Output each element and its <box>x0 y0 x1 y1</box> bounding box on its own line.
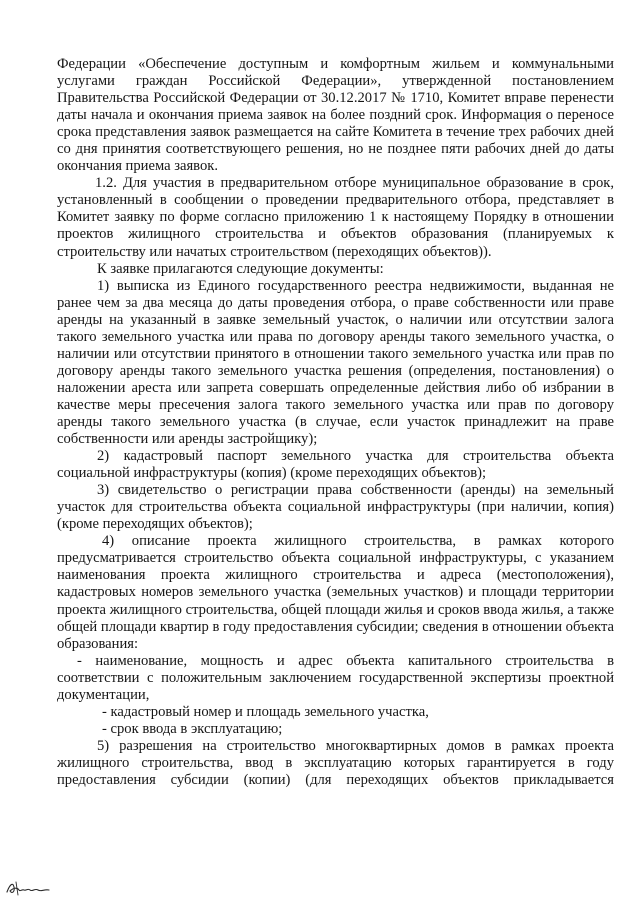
sub-item-commissioning: - срок ввода в эксплуатацию; <box>102 720 283 737</box>
list-item-1: 1) выписка из Единого государственного реестра недвижимости, выданная не ранее чем за два месяца до даты проведения отбора, о праве собственности или праве аренды на указанный в заявке земельный участок, о наличии или отсутствии залога такого земельного участка или права по договору аренды такого земельного участка, о наличии или отсутствии принятого в отношении такого земельного участка или прав по договору аренды такого земельного участка решения (определения, постановления) о наложении ареста или запрета совершать определенные действия либо об избрании в качестве меры пресечения залога такого земельного участка или прав по договору аренды такого земельного участка (в случае, если участок принадлежит на праве собственности или аренды застройщику); <box>57 277 614 448</box>
paragraph-docs-heading: К заявке прилагаются следующие документы: <box>97 260 384 277</box>
list-item-3: 3) свидетельство о регистрации права собственности (аренды) на земельный участок для строительства объекта социальной инфраструктуры (при наличии, копия) (кроме переходящих объектов); <box>57 482 614 533</box>
sub-item-cadastral: - кадастровый номер и площадь земельного участка, <box>102 703 429 720</box>
paragraph-intro: Федерации «Обеспечение доступным и комфортным жильем и коммунальными услугами граждан Российской Федерации», утвержденной постановлением Правительства Российской Федерации от 30.12.2017 № 1710, Комитет вправе перенести даты начала и окончания приема заявок на более поздний срок. Информация о переносе срока представления заявок размещается на сайте Комитета в течение трех рабочих дней со дня принятия соответствующего решения, но не позднее пяти рабочих дней до даты окончания приема заявок. <box>57 56 614 175</box>
paragraph-1-2: 1.2. Для участия в предварительном отборе муниципальное образование в срок, установленный в сообщении о проведении предварительного отбора, представляет в Комитет заявку по форме согласно приложению 1 к настоящему Порядку в отношении проектов жилищного строительства и объектов образования (планируемых к строительству или начатых строительством (переходящих объектов)). <box>57 175 614 260</box>
document-body <box>57 56 614 789</box>
sub-item-name-capacity: - наименование, мощность и адрес объекта капитального строительства в соответствии с положительным заключением государственной экспертизы проектной документации, <box>57 652 614 703</box>
list-item-2: 2) кадастровый паспорт земельного участка для строительства объекта социальной инфраструктуры (копия) (кроме переходящих объектов); <box>57 448 614 482</box>
signature-image <box>4 878 54 898</box>
list-item-4: 4) описание проекта жилищного строительства, в рамках которого предусматривается строительство объекта социальной инфраструктуры, с указанием наименования проекта жилищного строительства и адреса (местоположения), кадастровых номеров земельного участка (земельных участков) и площади территории проекта жилищного строительства, общей площади жилья и сроков ввода жилья, а также общей площади квартир в году предоставления субсидии; сведения в отношении объекта образования: <box>57 533 614 652</box>
list-item-5: 5) разрешения на строительство многоквартирных домов в рамках проекта жилищного строительства, ввод в эксплуатацию которых гарантируется в году предоставления субсидии (копии) (для переходящих объектов прикладывается <box>57 737 614 788</box>
